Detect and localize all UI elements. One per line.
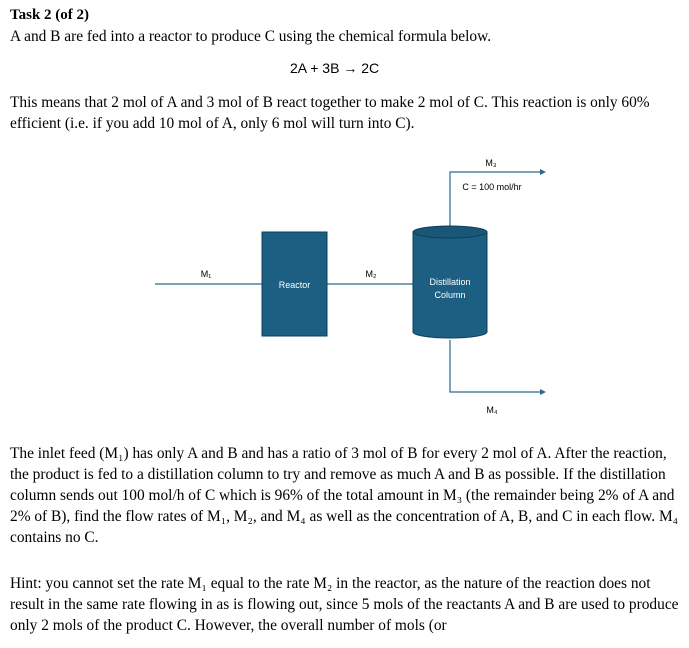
hint-text: Hint: you cannot set the rate M₁ equal to the rate M₂ in the reactor, as the nature of the reaction does not result in the same rate flowing in as is flowing out, since 5 mols of the reactants A and B are used to produce only 2 mols of the product C. However, the overall number of mols (or [10, 575, 679, 634]
m4-label: M₄ [486, 405, 498, 415]
m2-label: M₂ [365, 269, 377, 279]
stream-m3-line [450, 172, 540, 230]
reactor-label: Reactor [278, 280, 311, 290]
intro-text: A and B are fed into a reactor to produce C using the chemical formula below. [10, 28, 492, 45]
column-label-line1: Distillation [429, 277, 471, 287]
stream-m3-arrow [540, 169, 546, 175]
reaction-equation: 2A + 3B → 2C [290, 60, 380, 76]
m3-label: M₃ [485, 158, 497, 168]
column-label-line2: Column [434, 290, 466, 300]
stream-m4-arrow [540, 389, 546, 395]
c-rate-label: C = 100 mol/hr [462, 182, 522, 192]
task-title: Task 2 (of 2) [10, 7, 90, 23]
distillation-column-top [413, 226, 487, 238]
m1-label: M₁ [200, 269, 212, 279]
explanation-text: This means that 2 mol of A and 3 mol of B react together to make 2 mol of C. This reaction is only 60% efficient (i.e. if you add 10 mol of A, only 6 mol will turn into C). [10, 94, 650, 132]
problem-text: The inlet feed (M₁) has only A and B and has a ratio of 3 mol of B for every 2 mol of A. After the reaction, the product is fed to a distillation column to try and remove as much A and B as possible. If the distillation column sends out 100 mol/h of C which is 96% of the total amount in M₃ (the remainder being 2% of A and 2% of B), find the flow rates of M₁, M₂, and M₄ as well as the concentration of A, B, and C in each flow. M₄ contains no C. [10, 445, 679, 546]
stream-m4-line [450, 340, 540, 392]
